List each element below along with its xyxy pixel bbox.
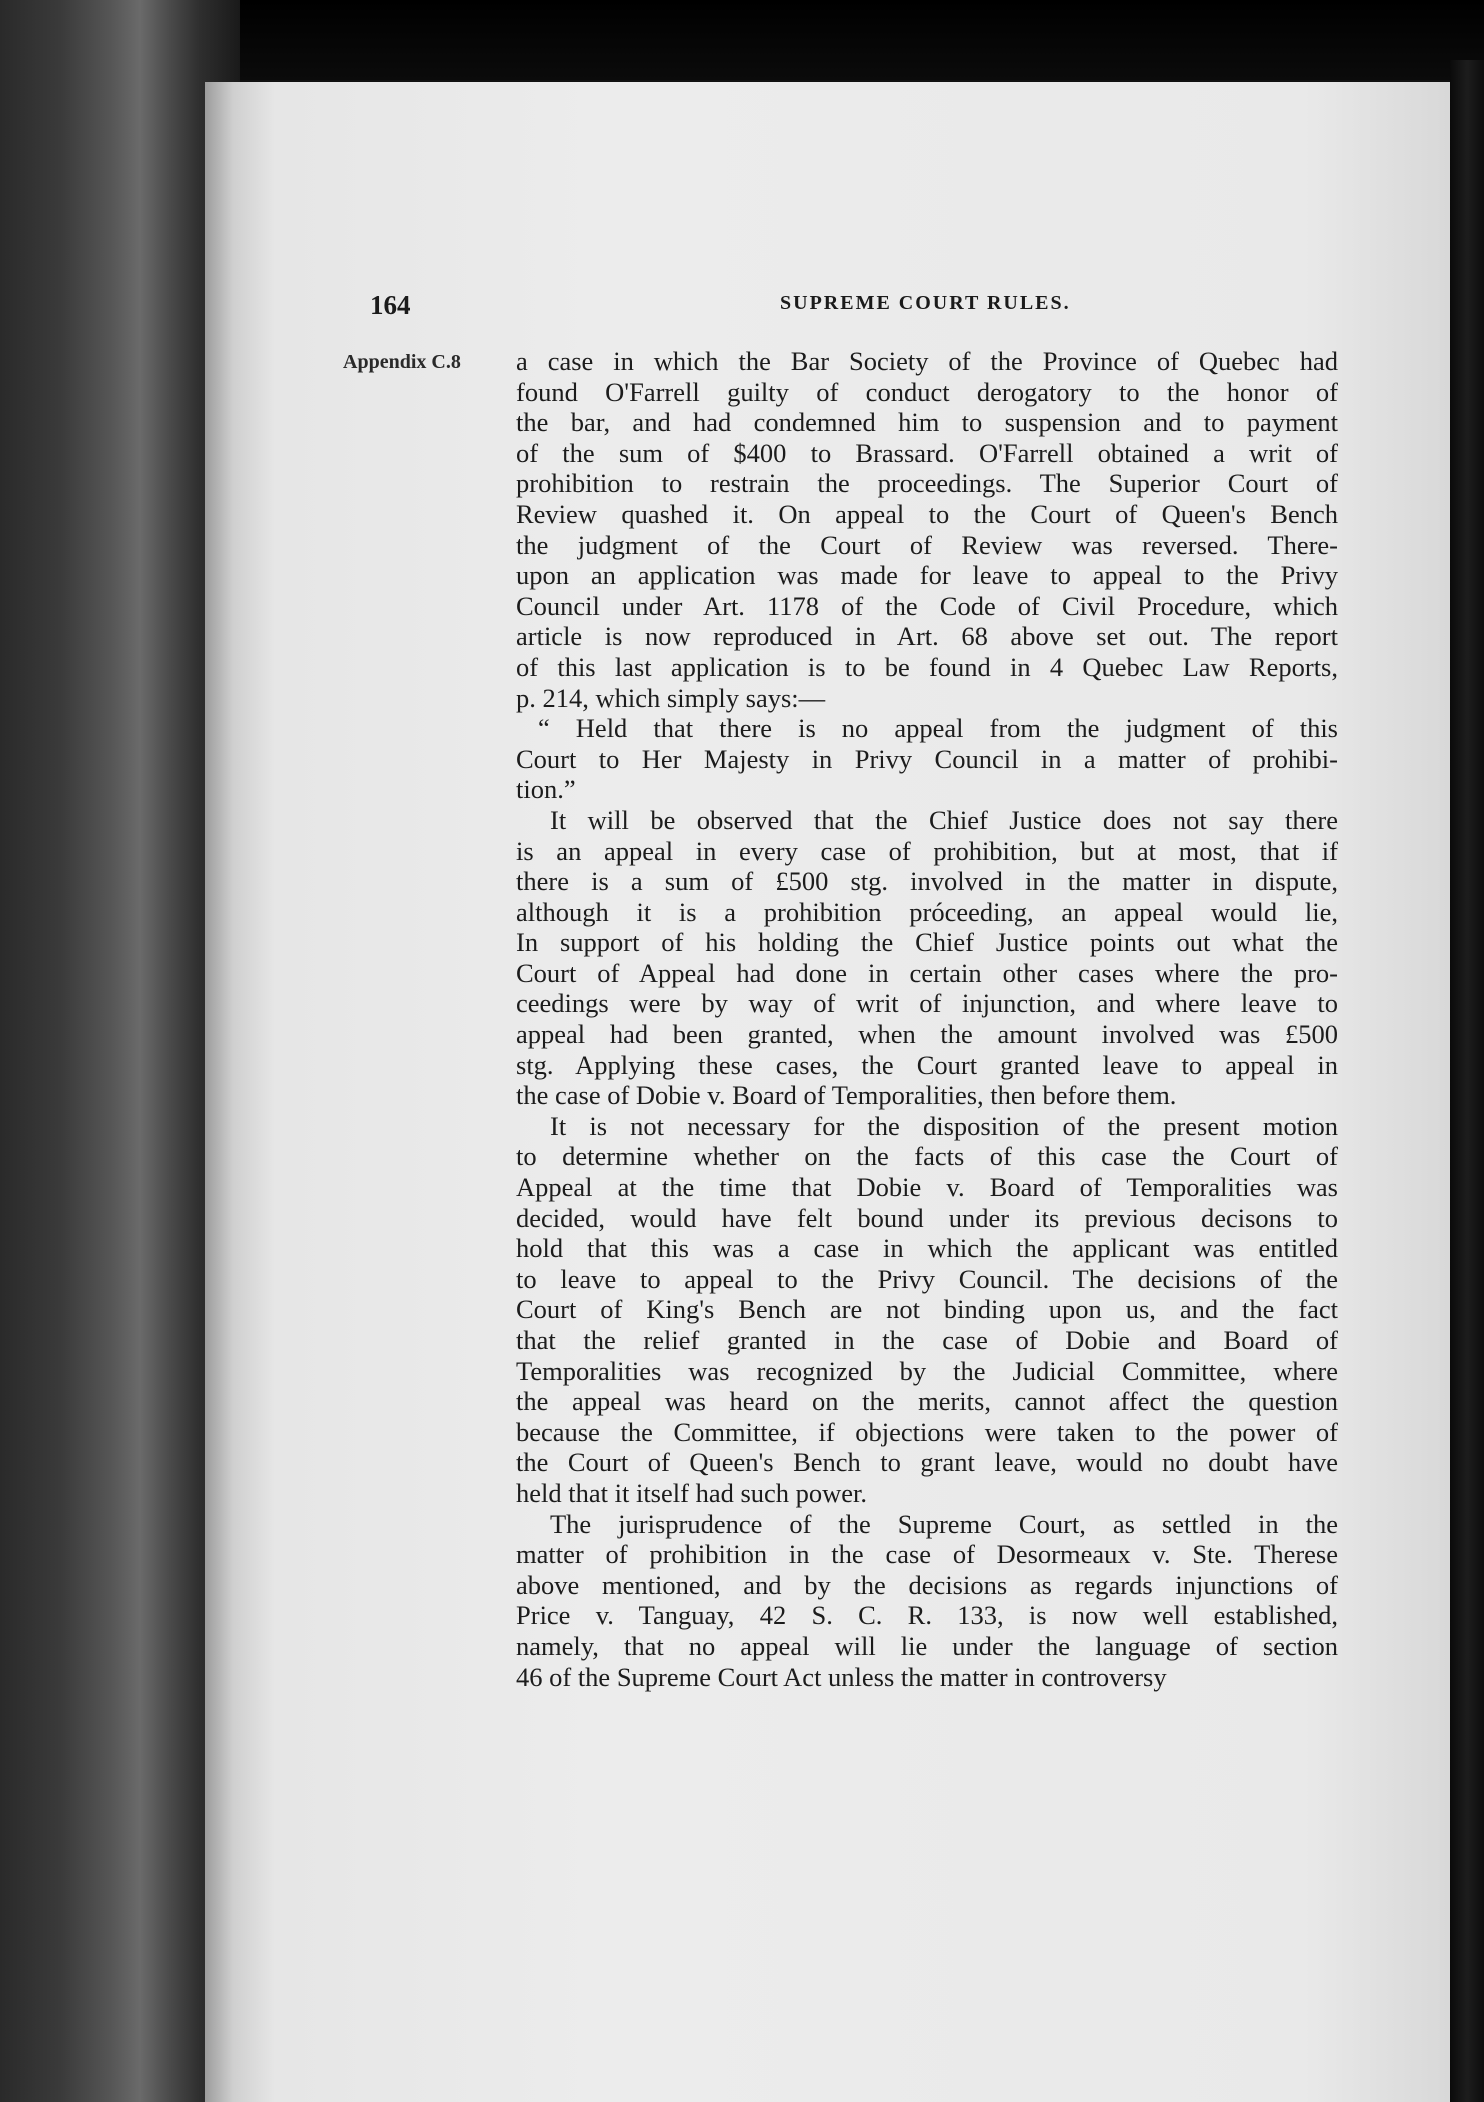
text-line: of the sum of $400 to Brassard. O'Farrell obtained a writ of — [516, 437, 1338, 468]
text-line: Price v. Tanguay, 42 S. C. R. 133, is now well established, — [516, 1600, 1338, 1631]
text-line: Review quashed it. On appeal to the Court of Queen's Bench — [516, 498, 1338, 529]
text-line: held that it itself had such power. — [516, 1477, 868, 1508]
text-line: tion.” — [516, 774, 576, 805]
margin-note: Appendix C.8 — [343, 351, 461, 373]
text-line: matter of prohibition in the case of Desormeaux v. Ste. Therese — [516, 1539, 1338, 1570]
text-line: stg. Applying these cases, the Court granted leave to appeal in — [516, 1049, 1338, 1080]
text-line: Appeal at the time that Dobie v. Board of Temporalities was — [516, 1172, 1338, 1203]
text-line: Council under Art. 1178 of the Code of Civil Procedure, which — [516, 590, 1338, 621]
text-line: although it is a prohibition próceeding, an appeal would lie, — [516, 896, 1338, 927]
text-line: of this last application is to be found in 4 Quebec Law Reports, — [516, 651, 1338, 682]
body-text — [516, 346, 1338, 1692]
text-line: the case of Dobie v. Board of Temporalities, then before them. — [516, 1080, 1177, 1111]
running-head-title: SUPREME COURT RULES. — [780, 292, 1071, 314]
text-line: upon an application was made for leave to appeal to the Privy — [516, 560, 1338, 591]
text-line: 46 of the Supreme Court Act unless the matter in controversy — [516, 1661, 1167, 1692]
text-line: Court of Appeal had done in certain other cases where the pro- — [516, 957, 1338, 988]
text-line: is an appeal in every case of prohibition, but at most, that if — [516, 835, 1338, 866]
text-line: It is not necessary for the disposition of the present motion — [550, 1110, 1338, 1141]
text-line: prohibition to restrain the proceedings. The Superior Court of — [516, 468, 1338, 499]
text-line: decided, would have felt bound under its previous decisons to — [516, 1202, 1338, 1233]
paragraph — [516, 805, 1338, 1111]
text-line: above mentioned, and by the decisions as regards injunctions of — [516, 1569, 1338, 1600]
text-line: Temporalities was recognized by the Judicial Committee, where — [516, 1355, 1338, 1386]
book-fore-edge — [1450, 60, 1484, 2102]
text-line: the Court of Queen's Bench to grant leave, would no doubt have — [516, 1447, 1338, 1478]
text-line: hold that this was a case in which the applicant was entitled — [516, 1233, 1338, 1264]
paragraph — [516, 346, 1338, 713]
text-line: Court of King's Bench are not binding upon us, and the fact — [516, 1294, 1338, 1325]
text-line: to determine whether on the facts of this case the Court of — [516, 1141, 1338, 1172]
text-line: there is a sum of £500 stg. involved in the matter in dispute, — [516, 866, 1338, 897]
paragraph — [516, 1509, 1338, 1693]
paragraph — [516, 713, 1338, 805]
text-line: that the relief granted in the case of Dobie and Board of — [516, 1325, 1338, 1355]
text-line: appeal had been granted, when the amount involved was £500 — [516, 1019, 1338, 1050]
text-line: article is now reproduced in Art. 68 above set out. The report — [516, 621, 1338, 652]
text-line: namely, that no appeal will lie under the language of section — [516, 1630, 1338, 1661]
book-spine-gutter — [0, 0, 240, 2102]
text-line: found O'Farrell guilty of conduct derogatory to the honor of — [516, 376, 1338, 407]
text-line: because the Committee, if objections were taken to the power of — [516, 1416, 1338, 1447]
text-line: The jurisprudence of the Supreme Court, as settled in the — [550, 1508, 1338, 1539]
paragraph — [516, 1111, 1338, 1509]
text-line: the judgment of the Court of Review was reversed. There- — [516, 529, 1338, 560]
text-line: In support of his holding the Chief Justice points out what the — [516, 927, 1338, 958]
text-line: the appeal was heard on the merits, cannot affect the question — [516, 1386, 1338, 1417]
text-line: a case in which the Bar Society of the Province of Quebec had — [516, 346, 1338, 376]
text-line: p. 214, which simply says:— — [516, 682, 826, 713]
text-line: the bar, and had condemned him to suspension and to payment — [516, 407, 1338, 438]
page-number: 164 — [370, 290, 411, 320]
running-header — [370, 290, 1370, 320]
text-line: ceedings were by way of writ of injunction, and where leave to — [516, 988, 1338, 1019]
text-line: It will be observed that the Chief Justice does not say there — [550, 804, 1338, 835]
text-line: to leave to appeal to the Privy Council. The decisions of the — [516, 1263, 1338, 1294]
text-line: Court to Her Majesty in Privy Council in a matter of prohibi- — [516, 743, 1338, 774]
text-line: “ Held that there is no appeal from the judgment of this — [538, 713, 1338, 744]
